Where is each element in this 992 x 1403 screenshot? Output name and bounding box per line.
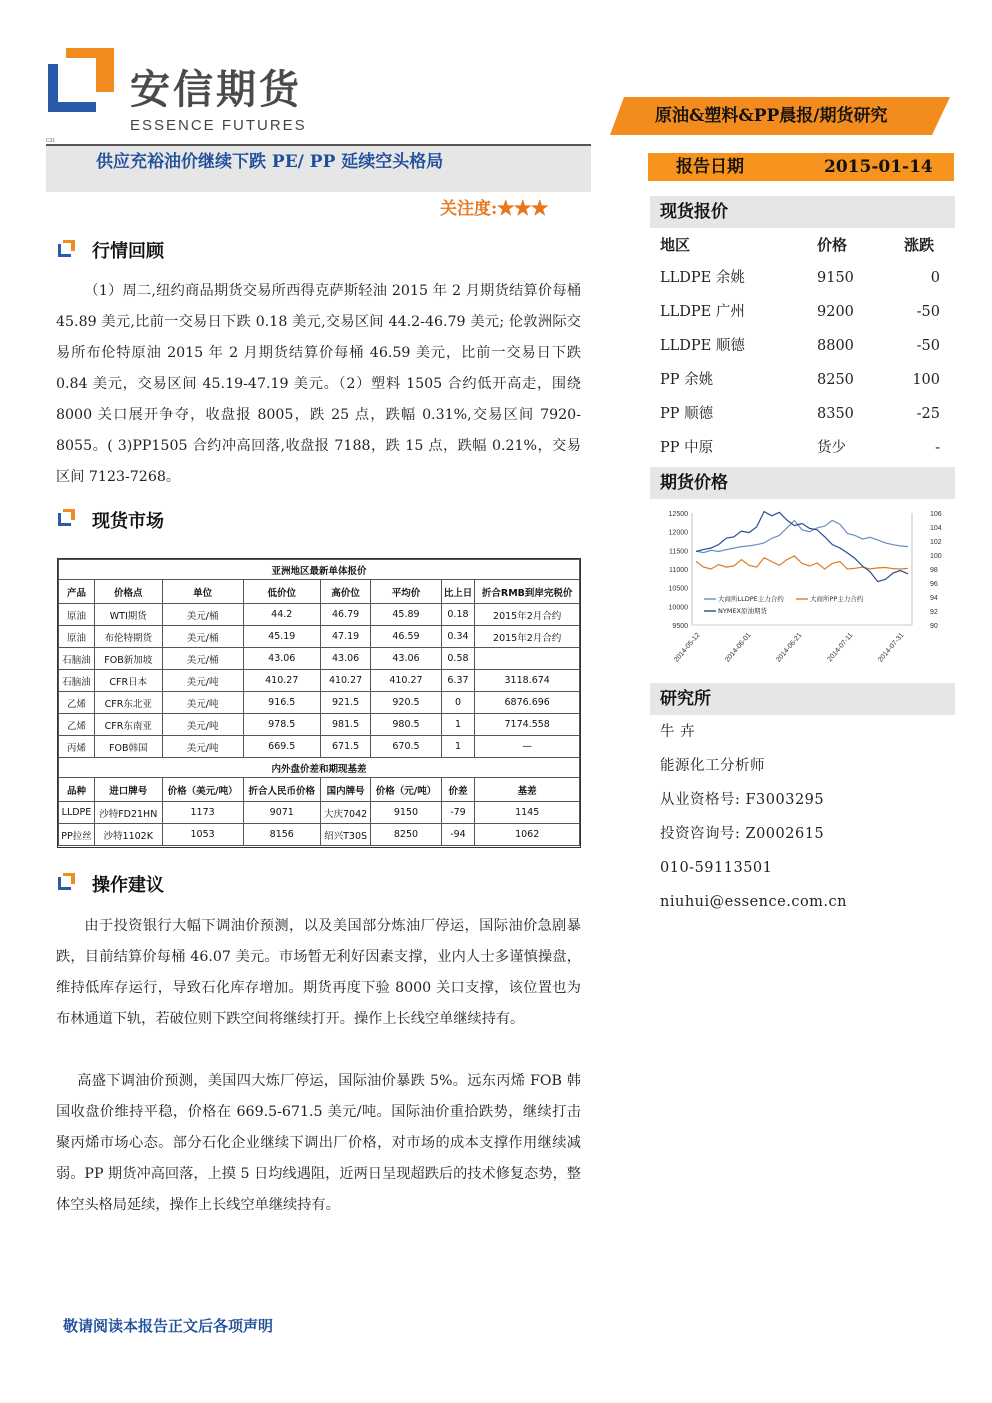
logo-chinese-name: 安信期货: [130, 67, 302, 113]
chart-series-line: [696, 512, 908, 582]
table-cell: 乙烯: [59, 714, 95, 736]
spot-price: 8250: [817, 372, 854, 388]
table-cell: 美元/桶: [162, 626, 243, 648]
institute-title: 研究所: [660, 689, 711, 709]
table-row: [59, 626, 580, 648]
disclaimer-note: 敬请阅读本报告正文后各项声明: [63, 1317, 274, 1335]
spot-region: LLDPE 广州: [660, 304, 745, 320]
report-date-label: 报告日期: [676, 157, 744, 177]
advice-paragraph-1: 由于投资银行大幅下调油价预测，以及美国部分炼油厂停运，国际油价急剧暴跌，目前结算价每桶 46.07 美元。市场暂无利好因素支撑，业内人士多谨慎操盘，维持低库存运行，导致石化库存增加。期货再度下验 8000 关口支撑，该位置也为布林通道下轨，若破位则下跌空间将继续打开。操作上长线空单继续持有。: [56, 918, 581, 1027]
table-cell: 美元/桶: [162, 648, 243, 670]
logo-code: C31: [46, 138, 56, 144]
chart-right-tick: 94: [930, 595, 938, 602]
chart-right-tick: 98: [930, 567, 938, 574]
spot-price: 货少: [817, 440, 846, 456]
section-bullet-icon: [58, 509, 75, 526]
spot-change: -50: [916, 304, 940, 320]
spot-change: 100: [912, 372, 940, 388]
table-cell: 9071: [243, 802, 320, 824]
table-cell: 高价位: [320, 580, 371, 604]
chart-right-tick: 104: [930, 525, 942, 532]
spot-region: PP 中原: [660, 440, 714, 456]
futures-price-chart: [650, 505, 955, 675]
table-row: [59, 648, 580, 670]
chart-left-tick: 10000: [668, 604, 688, 612]
consulting-number: 投资咨询号: Z0002615: [660, 826, 825, 842]
table-row: [59, 670, 580, 692]
table-cell: 价格（美元/吨）: [162, 778, 243, 802]
spot-change: -25: [916, 406, 940, 422]
chart-right-tick: 92: [930, 609, 938, 616]
table-cell: 1053: [162, 824, 243, 846]
section-title-trading-advice: 操作建议: [92, 875, 164, 896]
analyst-phone: 010-59113501: [660, 860, 773, 876]
spot-region: PP 余姚: [660, 372, 714, 388]
section-bullet-icon: [58, 873, 75, 890]
table-cell: 46.59: [371, 626, 441, 648]
chart-left-tick: 10500: [668, 585, 688, 593]
spot-change: -: [935, 440, 940, 456]
table-cell: 布伦特期货: [94, 626, 162, 648]
table-cell: 1: [441, 714, 475, 736]
table-cell: -94: [441, 824, 475, 846]
table-cell: 916.5: [243, 692, 320, 714]
table-cell: 9150: [371, 802, 441, 824]
table-cell: 国内牌号: [320, 778, 371, 802]
table-cell: 原油: [59, 604, 95, 626]
chart-x-tick: 2014-07-31: [877, 631, 906, 664]
qualification-number: 从业资格号: F3003295: [660, 792, 825, 808]
table-row: [59, 604, 580, 626]
table-cell: 美元/桶: [162, 604, 243, 626]
table-cell: 6.37: [441, 670, 475, 692]
spot-price: 8350: [817, 406, 854, 422]
report-title: 供应充裕油价继续下跌 PE/ PP 延续空头格局: [96, 152, 444, 172]
attention-label: 关注度:: [440, 199, 498, 219]
table-cell: CFR日本: [94, 670, 162, 692]
logo-english-name: ESSENCE FUTURES: [130, 117, 307, 134]
table-cell: 2015年2月合约: [475, 604, 580, 626]
table-cell: 进口牌号: [94, 778, 162, 802]
spot-region: LLDPE 顺德: [660, 338, 745, 354]
spot-header-price: 价格: [817, 236, 848, 254]
attention-rating: [440, 199, 548, 219]
table-cell: 绍兴T30S: [320, 824, 371, 846]
section-title-spot-market: 现货市场: [92, 511, 164, 532]
advice-paragraph-2: 高盛下调油价预测，美国四大炼厂停运，国际油价暴跌 5%。远东丙烯 FOB 韩国收盘价维持平稳，价格在 669.5-671.5 美元/吨。国际油价重拾跌势，继续打击聚丙烯市场心态。部分石化企业继续下调出厂价格，对市场的成本支撑作用继续减弱。PP 期货冲高回落，上摸 5 日均线遇阻，近两日呈现超跌后的技术修复态势，整体空头格局延续，操作上长线空单继续持有。: [56, 1073, 581, 1213]
table-cell: 46.79: [320, 604, 371, 626]
table-cell: FOB韩国: [94, 736, 162, 758]
spot-quote-title: 现货报价: [660, 202, 728, 222]
table-cell: 乙烯: [59, 692, 95, 714]
table-cell: 920.5: [371, 692, 441, 714]
spot-region: LLDPE 余姚: [660, 270, 745, 286]
table-cell: 平均价: [371, 580, 441, 604]
spot-price: 8800: [817, 338, 854, 354]
table-cell: 45.19: [243, 626, 320, 648]
table-cell: 大庆7042: [320, 802, 371, 824]
table-row: [59, 714, 580, 736]
table-cell: 410.27: [371, 670, 441, 692]
chart-x-tick: 2014-06-21: [775, 631, 804, 664]
chart-left-tick: 12000: [668, 529, 688, 537]
table-cell: 0.58: [441, 648, 475, 670]
table-cell: 1062: [475, 824, 580, 846]
chart-x-tick: 2014-05-12: [673, 631, 702, 664]
table-cell: LLDPE: [59, 802, 95, 824]
table-cell: PP拉丝: [59, 824, 95, 846]
futures-title: 期货价格: [660, 473, 728, 493]
table-cell: 6876.696: [475, 692, 580, 714]
table-cell: 978.5: [243, 714, 320, 736]
chart-legend-label: 大商所LLDPE主力合约: [718, 595, 784, 603]
table-cell: 单位: [162, 580, 243, 604]
table-cell: 2015年2月合约: [475, 626, 580, 648]
table-cell: 价格点: [94, 580, 162, 604]
analyst-role: 能源化工分析师: [660, 758, 765, 774]
table-cell: 921.5: [320, 692, 371, 714]
table-cell: 0.34: [441, 626, 475, 648]
chart-x-tick: 2014-07-11: [826, 631, 855, 664]
table-cell: 980.5: [371, 714, 441, 736]
chart-right-tick: 96: [930, 581, 938, 588]
table-caption: 内外盘价差和期现基差: [59, 758, 580, 778]
table-cell: 7174.558: [475, 714, 580, 736]
spot-change: -50: [916, 338, 940, 354]
table-caption-row: [59, 560, 580, 580]
table-cell: 1145: [475, 802, 580, 824]
table-cell: 低价位: [243, 580, 320, 604]
report-category: 原油&塑料&PP晨报/期货研究: [655, 106, 888, 126]
table-cell: 沙特FD21HN: [94, 802, 162, 824]
table-header-row: [59, 580, 580, 604]
table-cell: 0.18: [441, 604, 475, 626]
price-table: [57, 558, 581, 848]
table-cell: -79: [441, 802, 475, 824]
table-cell: —: [475, 736, 580, 758]
chart-series-line: [696, 521, 908, 553]
table-cell: 折合RMB到岸完税价: [475, 580, 580, 604]
section-bullet-icon: [58, 240, 75, 257]
table-cell: 8250: [371, 824, 441, 846]
table-cell: 石脑油: [59, 670, 95, 692]
table-cell: 原油: [59, 626, 95, 648]
chart-right-tick: 100: [930, 553, 942, 560]
table-cell: 671.5: [320, 736, 371, 758]
chart-right-tick: 102: [930, 539, 942, 546]
table-cell: 44.2: [243, 604, 320, 626]
table-cell: 8156: [243, 824, 320, 846]
table-cell: 43.06: [371, 648, 441, 670]
spot-change: 0: [930, 270, 940, 286]
table-cell: 品种: [59, 778, 95, 802]
table-cell: 美元/吨: [162, 736, 243, 758]
table-cell: 47.19: [320, 626, 371, 648]
table-cell: 丙烯: [59, 736, 95, 758]
table-cell: FOB新加坡: [94, 648, 162, 670]
table-cell: 410.27: [320, 670, 371, 692]
table-cell: 981.5: [320, 714, 371, 736]
chart-legend-label: NYMEX原油期货: [718, 607, 768, 615]
table-cell: 410.27: [243, 670, 320, 692]
table-cell: WTI期货: [94, 604, 162, 626]
market-review-paragraph: （1）周二,纽约商品期货交易所西得克萨斯轻油 2015 年 2 月期货结算价每桶 45.89 美元,比前一交易日下跌 0.18 美元,交易区间 44.2-46.79 美元; 伦敦洲际交易所布伦特原油 2015 年 2 月期货结算价每桶 46.59 美元，比前一交易日下跌 0.84 美元，交易区间 45.19-47.19 美元。（2）塑料 1505 合约低开高走，围绕 8000 关口展开争夺，收盘报 8005，跌 25 点，跌幅 0.31%,交易区间 7920-8055。( 3)PP1505 合约冲高回落,收盘报 7188，跌 15 点，跌幅 0.21%，交易区间 7123-7268。: [56, 283, 581, 485]
section-title-market-review: 行情回顾: [92, 241, 164, 262]
spot-price: 9200: [817, 304, 854, 320]
table-cell: CFR东南亚: [94, 714, 162, 736]
report-date-value: 2015-01-14: [824, 157, 933, 177]
table-cell: 669.5: [243, 736, 320, 758]
spot-header-region: 地区: [660, 236, 691, 254]
spot-header-change: 涨跌: [904, 236, 935, 254]
chart-left-tick: 9500: [672, 623, 688, 630]
table-cell: 1: [441, 736, 475, 758]
table-cell: 43.06: [243, 648, 320, 670]
chart-left-tick: 11000: [669, 567, 688, 574]
table-cell: 比上日: [441, 580, 475, 604]
table-row: [59, 824, 580, 846]
table-cell: 3118.674: [475, 670, 580, 692]
table-cell: 折合人民币价格: [243, 778, 320, 802]
analyst-email[interactable]: niuhui@essence.com.cn: [660, 894, 847, 910]
chart-left-tick: 12500: [668, 511, 688, 518]
chart-x-tick: 2014-06-01: [724, 631, 753, 664]
table-cell: [475, 648, 580, 670]
table-cell: 美元/吨: [162, 670, 243, 692]
analyst-name: 牛 卉: [660, 724, 696, 740]
table-header-row: [59, 778, 580, 802]
table-cell: 沙特1102K: [94, 824, 162, 846]
table-cell: 670.5: [371, 736, 441, 758]
chart-right-tick: 90: [930, 623, 938, 630]
table-cell: 石脑油: [59, 648, 95, 670]
chart-legend-label: 大商所PP主力合约: [810, 595, 864, 603]
spot-region: PP 顺德: [660, 406, 714, 422]
attention-stars: ★★★: [497, 199, 549, 219]
table-row: [59, 802, 580, 824]
spot-price: 9150: [817, 270, 854, 286]
table-cell: 价差: [441, 778, 475, 802]
table-cell: 45.89: [371, 604, 441, 626]
chart-left-tick: 11500: [669, 548, 688, 556]
table-cell: 1173: [162, 802, 243, 824]
table-row: [59, 736, 580, 758]
table-cell: 0: [441, 692, 475, 714]
table-row: [59, 692, 580, 714]
table-cell: 43.06: [320, 648, 371, 670]
table-cell: 产品: [59, 580, 95, 604]
chart-series-line: [696, 556, 908, 569]
table-cell: CFR东北亚: [94, 692, 162, 714]
logo-icon: [48, 48, 114, 112]
chart-right-tick: 106: [930, 511, 942, 518]
table-cell: 美元/吨: [162, 714, 243, 736]
table-caption-row: [59, 758, 580, 778]
table-cell: 价格（元/吨）: [371, 778, 441, 802]
table-cell: 美元/吨: [162, 692, 243, 714]
table-cell: 基差: [475, 778, 580, 802]
table-caption: 亚洲地区最新单体报价: [59, 560, 580, 580]
